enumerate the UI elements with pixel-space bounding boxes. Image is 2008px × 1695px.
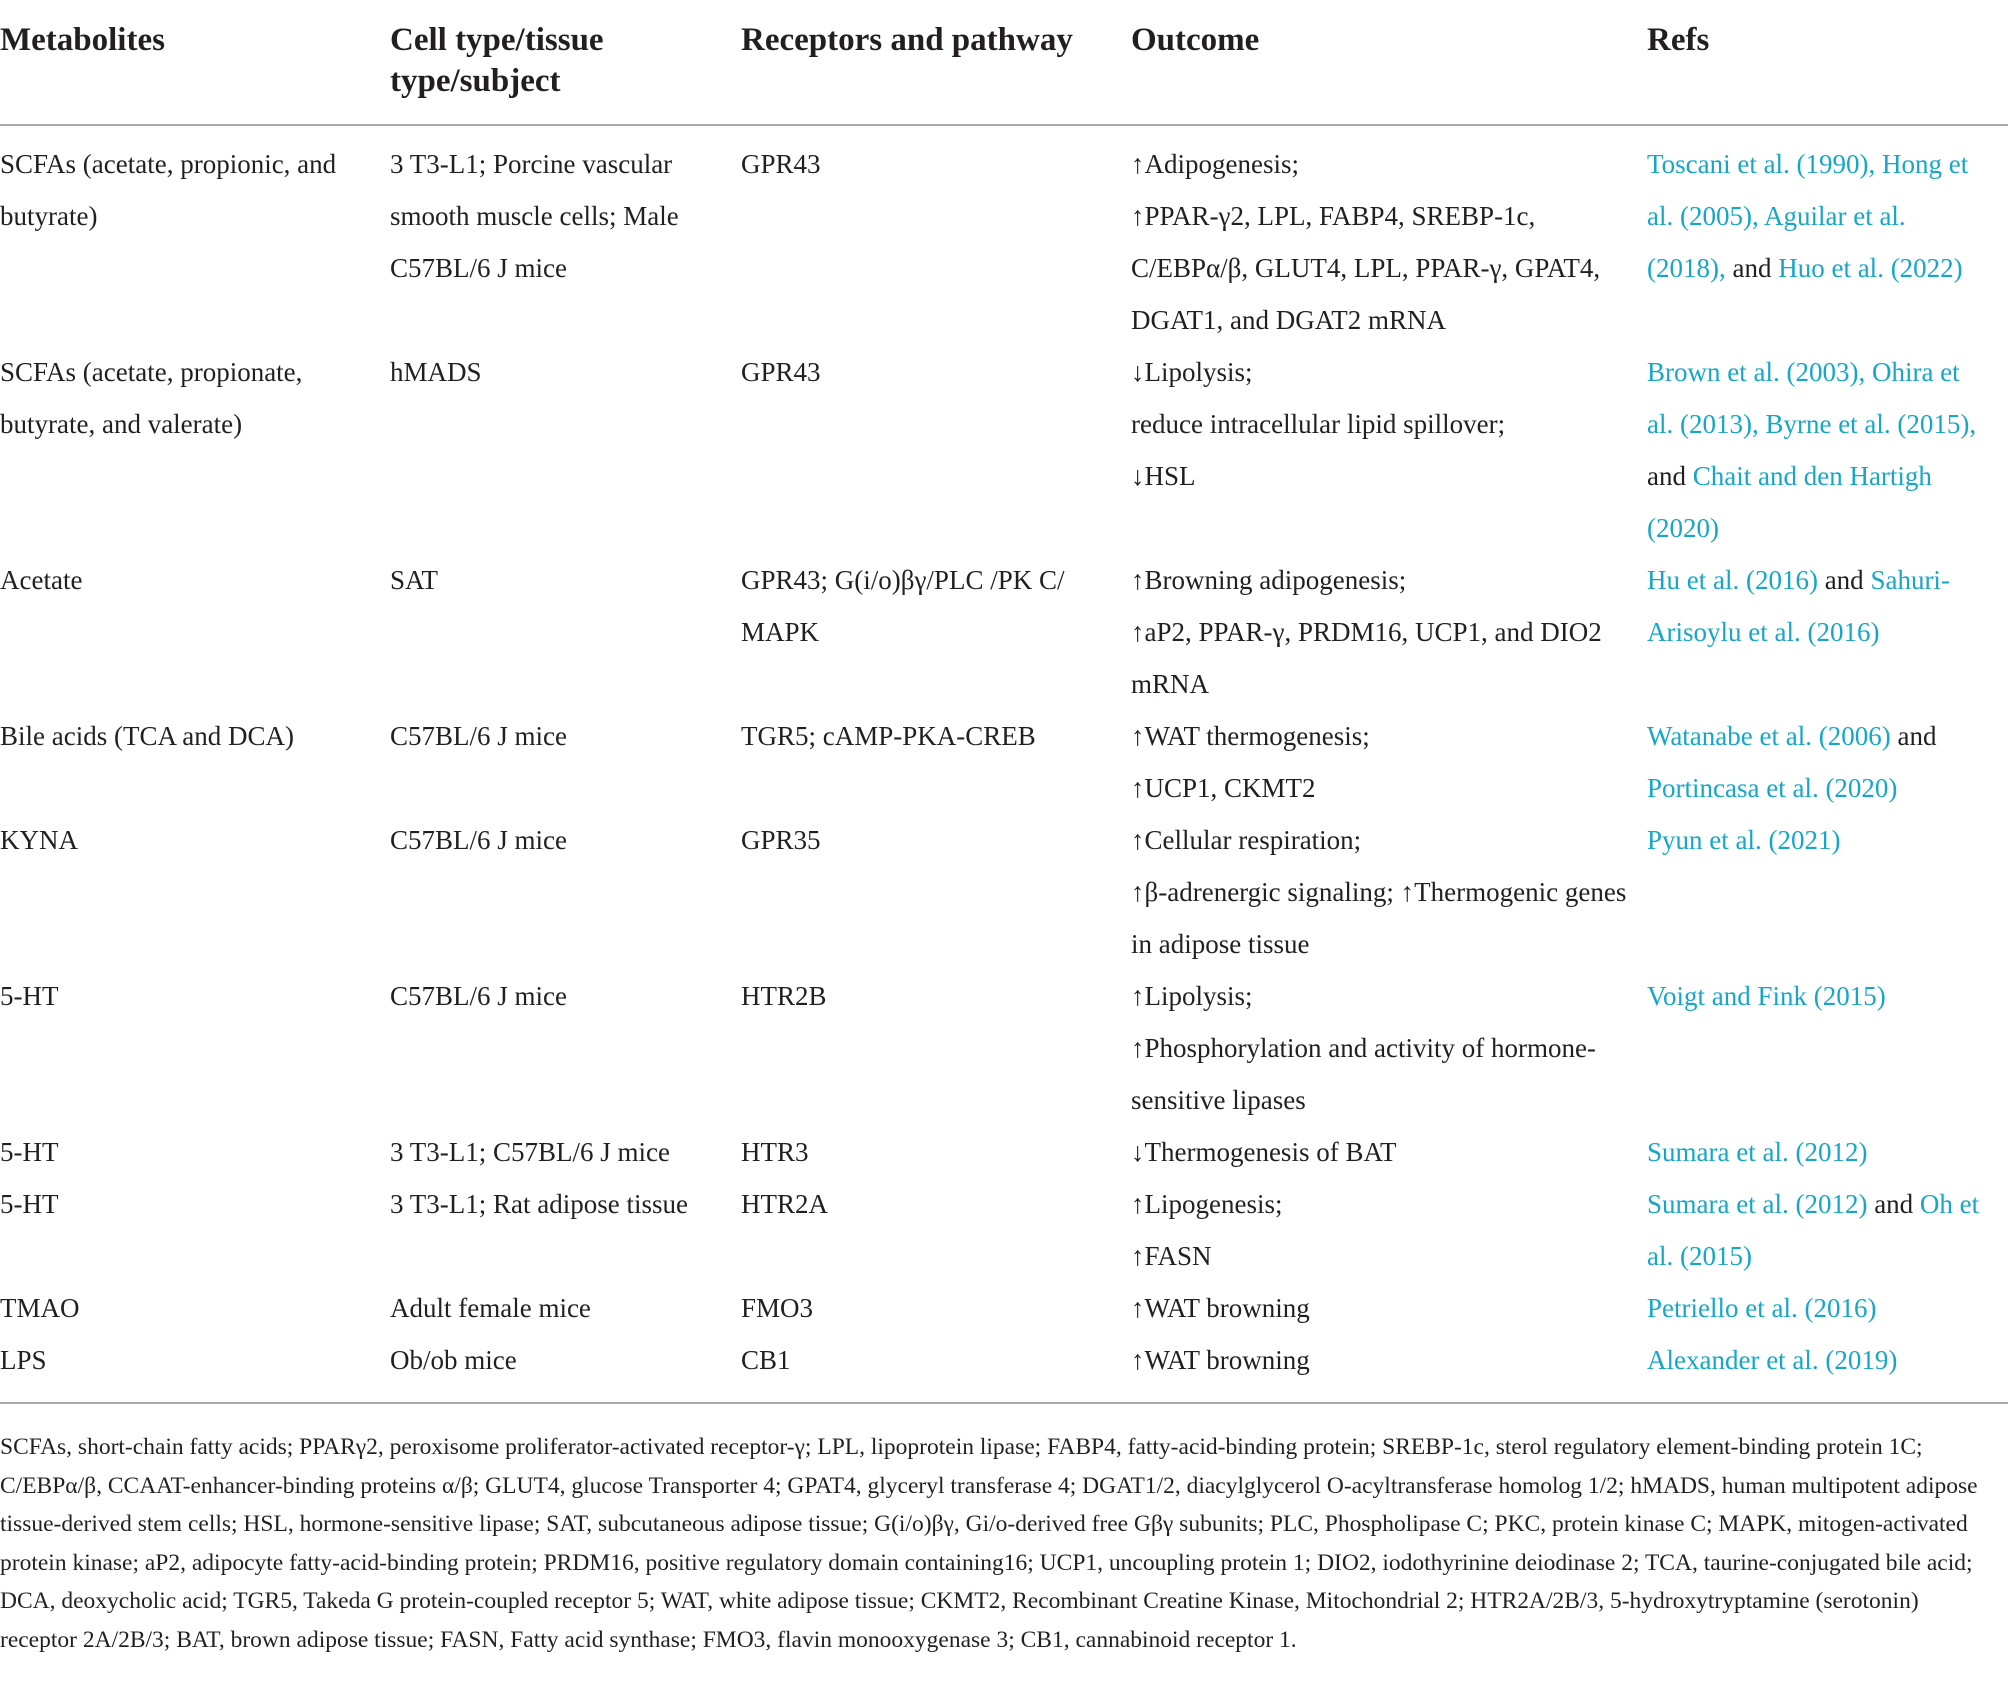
cell-type-cell: 3 T3-L1; Rat adipose tissue	[390, 1189, 688, 1219]
header-metabolites: Metabolites	[0, 22, 165, 58]
refs-cell	[1647, 1282, 2008, 1334]
cell-type-cell: Adult female mice	[390, 1293, 591, 1323]
receptor-cell: GPR43	[741, 357, 821, 387]
metabolite-cell: 5-HT	[0, 981, 59, 1011]
outcome-cell	[1131, 1282, 1647, 1334]
outcome-line: ↑FASN	[1131, 1241, 1212, 1271]
table-row	[0, 710, 2008, 814]
refs-cell	[1647, 1126, 2008, 1178]
cell-type-cell: C57BL/6 J mice	[390, 825, 567, 855]
receptor-cell: CB1	[741, 1345, 791, 1375]
outcome-line: ↑Phosphorylation and activity of hormone-sensitive lipases	[1131, 1033, 1596, 1115]
reference-conjunction: and	[1647, 461, 1693, 491]
outcome-line: ↓HSL	[1131, 461, 1196, 491]
reference-link[interactable]: Sumara et al. (2012)	[1647, 1137, 1868, 1167]
outcome-cell	[1131, 554, 1647, 710]
outcome-line: ↑Cellular respiration;	[1131, 825, 1362, 855]
header-refs: Refs	[1647, 22, 1710, 58]
receptor-cell: GPR43	[741, 149, 821, 179]
cell-type-cell: C57BL/6 J mice	[390, 981, 567, 1011]
outcome-cell	[1131, 710, 1647, 814]
table-footnote: SCFAs, short-chain fatty acids; PPARγ2, peroxisome proliferator-activated receptor-γ; LPL, lipoprotein lipase; FABP4, fatty-acid-binding protein; SREBP-1c, sterol regulatory element-binding protein 1C; C/EBPα/β, CCAAT-enhancer-binding proteins α/β; GLUT4, glucose Transporter 4; GPAT4, glyceryl transferase 4; DGAT1/2, diacylglycerol O-acyltransferase homolog 1/2; hMADS, human multipotent adipose tissue-derived stem cells; HSL, hormone-sensitive lipase; SAT, subcutaneous adipose tissue; G(i/o)βγ, Gi/o-derived free Gβγ subunits; PLC, Phospholipase C; PKC, protein kinase C; MAPK, mitogen-activated protein kinase; aP2, adipocyte fatty-acid-binding protein; PRDM16, positive regulatory domain containing16; UCP1, uncoupling protein 1; DIO2, iodothyrinine deiodinase 2; TCA, taurine-conjugated bile acid; DCA, deoxycholic acid; TGR5, Takeda G protein-coupled receptor 5; WAT, white adipose tissue; CKMT2, Recombinant Creatine Kinase, Mitochondrial 2; HTR2A/2B/3, 5-hydroxytryptamine (serotonin) receptor 2A/2B/3; BAT, brown adipose tissue; FASN, Fatty acid synthase; FMO3, flavin monooxygenase 3; CB1, cannabinoid receptor 1.	[0, 1434, 1978, 1653]
outcome-line: reduce intracellular lipid spillover;	[1131, 409, 1506, 439]
reference-conjunction: and	[1725, 253, 1779, 283]
table-row	[0, 814, 2008, 970]
header-row	[0, 0, 2008, 125]
metabolite-cell: 5-HT	[0, 1137, 59, 1167]
receptor-cell: TGR5; cAMP-PKA-CREB	[741, 721, 1036, 751]
receptor-cell: HTR2B	[741, 981, 827, 1011]
reference-link[interactable]: Huo et al. (2022)	[1778, 253, 1963, 283]
reference-link[interactable]: Petriello et al. (2016)	[1647, 1293, 1877, 1323]
receptor-cell: FMO3	[741, 1293, 814, 1323]
cell-type-cell: Ob/ob mice	[390, 1345, 517, 1375]
refs-cell	[1647, 1178, 2008, 1282]
table-row	[0, 1126, 2008, 1178]
outcome-line: ↑Adipogenesis;	[1131, 149, 1299, 179]
table-row	[0, 1282, 2008, 1334]
reference-link[interactable]: Brown et al. (2003), Ohira et al. (2013), Byrne et al. (2015),	[1647, 357, 1977, 439]
reference-conjunction: and	[1890, 721, 1937, 751]
metabolite-cell: SCFAs (acetate, propionate, butyrate, and valerate)	[0, 357, 303, 439]
reference-link[interactable]: Sumara et al. (2012)	[1647, 1189, 1868, 1219]
header-receptors: Receptors and pathway	[741, 22, 1073, 58]
reference-link[interactable]: Portincasa et al. (2020)	[1647, 773, 1898, 803]
refs-cell	[1647, 1334, 2008, 1403]
reference-link[interactable]: Hu et al. (2016)	[1647, 565, 1818, 595]
reference-conjunction: and	[1817, 565, 1871, 595]
reference-conjunction: and	[1867, 1189, 1920, 1219]
table-row	[0, 554, 2008, 710]
refs-cell	[1647, 710, 2008, 814]
cell-type-cell: hMADS	[390, 357, 482, 387]
outcome-line: ↑Lipolysis;	[1131, 981, 1253, 1011]
reference-link[interactable]: Watanabe et al. (2006)	[1647, 721, 1891, 751]
table-row	[0, 125, 2008, 346]
receptor-cell: HTR3	[741, 1137, 809, 1167]
cell-type-cell: SAT	[390, 565, 439, 595]
refs-cell	[1647, 814, 2008, 970]
outcome-line: ↑UCP1, CKMT2	[1131, 773, 1316, 803]
cell-type-cell: 3 T3-L1; C57BL/6 J mice	[390, 1137, 670, 1167]
outcome-line: ↑WAT thermogenesis;	[1131, 721, 1370, 751]
cell-type-cell: 3 T3-L1; Porcine vascular smooth muscle cells; Male C57BL/6 J mice	[390, 149, 679, 283]
refs-cell	[1647, 554, 2008, 710]
outcome-cell	[1131, 346, 1647, 554]
outcome-line: ↑WAT browning	[1131, 1345, 1310, 1375]
metabolite-cell: Bile acids (TCA and DCA)	[0, 721, 294, 751]
metabolite-cell: TMAO	[0, 1293, 80, 1323]
outcome-cell	[1131, 125, 1647, 346]
reference-link[interactable]: Alexander et al. (2019)	[1647, 1345, 1898, 1375]
outcome-cell	[1131, 814, 1647, 970]
outcome-line: ↓Lipolysis;	[1131, 357, 1253, 387]
table-row	[0, 346, 2008, 554]
refs-cell	[1647, 346, 2008, 554]
outcome-cell	[1131, 1334, 1647, 1403]
table-row	[0, 1334, 2008, 1403]
outcome-line: ↑WAT browning	[1131, 1293, 1310, 1323]
reference-link[interactable]: Chait and den Hartigh (2020)	[1647, 461, 1932, 543]
reference-link[interactable]: Pyun et al. (2021)	[1647, 825, 1841, 855]
header-cell-type: Cell type/tissue type/subject	[390, 22, 604, 99]
cell-type-cell: C57BL/6 J mice	[390, 721, 567, 751]
table-row	[0, 1178, 2008, 1282]
reference-link[interactable]: Voigt and Fink (2015)	[1647, 981, 1886, 1011]
outcome-cell	[1131, 1178, 1647, 1282]
refs-cell	[1647, 125, 2008, 346]
header-outcome: Outcome	[1131, 22, 1260, 58]
outcome-cell	[1131, 1126, 1647, 1178]
outcome-line: ↑PPAR-γ2, LPL, FABP4, SREBP-1c, C/EBPα/β, GLUT4, LPL, PPAR-γ, GPAT4, DGAT1, and DGAT2 mRNA	[1131, 201, 1601, 335]
table-body	[0, 125, 2008, 1403]
metabolite-cell: SCFAs (acetate, propionic, and butyrate)	[0, 149, 337, 231]
reference-link[interactable]: Oh et al. (2015)	[1647, 1189, 1980, 1271]
metabolite-cell: KYNA	[0, 825, 78, 855]
reference-link[interactable]: Toscani et al. (1990), Hong et al. (2005), Aguilar et al. (2018),	[1647, 149, 1969, 283]
receptor-cell: HTR2A	[741, 1189, 828, 1219]
outcome-line: ↑aP2, PPAR-γ, PRDM16, UCP1, and DIO2 mRNA	[1131, 617, 1602, 699]
refs-cell	[1647, 970, 2008, 1126]
metabolite-cell: LPS	[0, 1345, 47, 1375]
outcome-line: ↑β-adrenergic signaling; ↑Thermogenic genes in adipose tissue	[1131, 877, 1627, 959]
receptor-cell: GPR43; G(i/o)βγ/PLC /PK C/ MAPK	[741, 565, 1065, 647]
table-row	[0, 970, 2008, 1126]
outcome-line: ↑Browning adipogenesis;	[1131, 565, 1407, 595]
outcome-line: ↑Lipogenesis;	[1131, 1189, 1283, 1219]
reference-link[interactable]: Sahuri-Arisoylu et al. (2016)	[1647, 565, 1950, 647]
receptor-cell: GPR35	[741, 825, 821, 855]
outcome-cell	[1131, 970, 1647, 1126]
outcome-line: ↓Thermogenesis of BAT	[1131, 1137, 1397, 1167]
metabolite-cell: Acetate	[0, 565, 83, 595]
metabolite-cell: 5-HT	[0, 1189, 59, 1219]
